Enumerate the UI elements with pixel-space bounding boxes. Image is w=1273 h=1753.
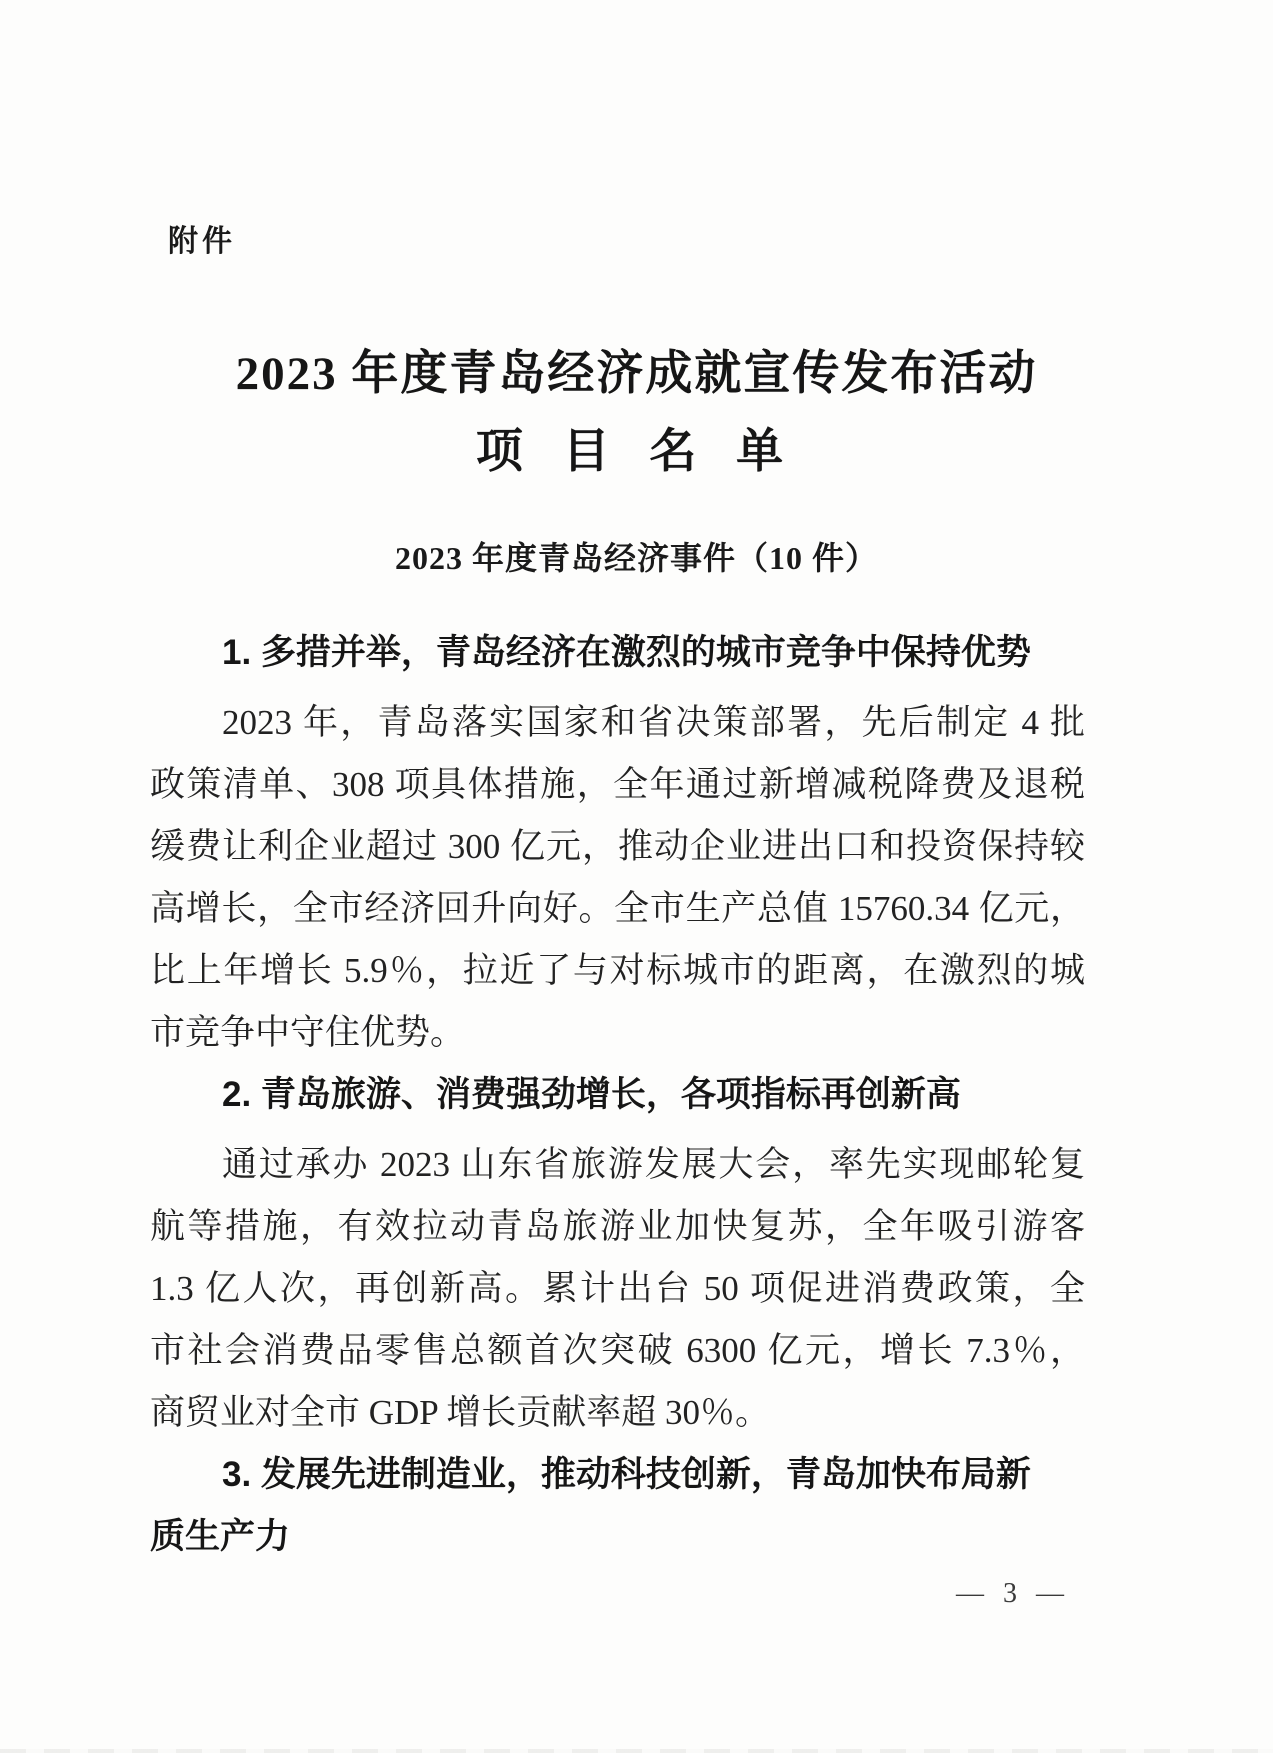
item1-paragraph-line-4: 高增长，全市经济回升向好。全市生产总值 15760.34 亿元， <box>150 889 1085 928</box>
page-number: — 3 — <box>956 1578 1070 1609</box>
item1-paragraph-line-5: 比上年增长 5.9％，拉近了与对标城市的距离，在激烈的城 <box>150 951 1085 990</box>
item2-paragraph-line-4: 市社会消费品零售总额首次突破 6300 亿元，增长 7.3％， <box>150 1331 1085 1370</box>
item1-paragraph-line-1: 2023 年，青岛落实国家和省决策部署，先后制定 4 批 <box>222 703 1085 742</box>
document-title-line2: 项 目 名 单 <box>475 426 798 478</box>
attachment-label: 附件 <box>168 225 236 258</box>
item1-heading: 1. 多措并举，青岛经济在激烈的城市竞争中保持优势 <box>222 633 1031 672</box>
item2-heading: 2. 青岛旅游、消费强劲增长，各项指标再创新高 <box>222 1075 961 1114</box>
item1-paragraph-line-6: 市竞争中守住优势。 <box>150 1013 466 1052</box>
item2-paragraph-line-2: 航等措施，有效拉动青岛旅游业加快复苏，全年吸引游客 <box>150 1207 1085 1246</box>
section-heading: 2023 年度青岛经济事件（10 件） <box>394 540 878 576</box>
document-title-line1: 2023 年度青岛经济成就宣传发布活动 <box>235 348 1038 400</box>
item2-paragraph-line-1: 通过承办 2023 山东省旅游发展大会，率先实现邮轮复 <box>222 1145 1085 1184</box>
scan-artifact-bottom-edge <box>0 1749 1273 1753</box>
item2-paragraph-line-3: 1.3 亿人次，再创新高。累计出台 50 项促进消费政策，全 <box>150 1269 1085 1308</box>
item2-paragraph-line-5: 商贸业对全市 GDP 增长贡献率超 30％。 <box>150 1393 770 1432</box>
item3-heading-line-1: 3. 发展先进制造业，推动科技创新，青岛加快布局新 <box>222 1455 1031 1494</box>
item1-paragraph-line-2: 政策清单、308 项具体措施，全年通过新增减税降费及退税 <box>150 765 1085 804</box>
item3-heading-line-2: 质生产力 <box>150 1517 291 1556</box>
document-body <box>150 622 1085 1568</box>
item1-paragraph-line-3: 缓费让利企业超过 300 亿元，推动企业进出口和投资保持较 <box>150 827 1085 866</box>
